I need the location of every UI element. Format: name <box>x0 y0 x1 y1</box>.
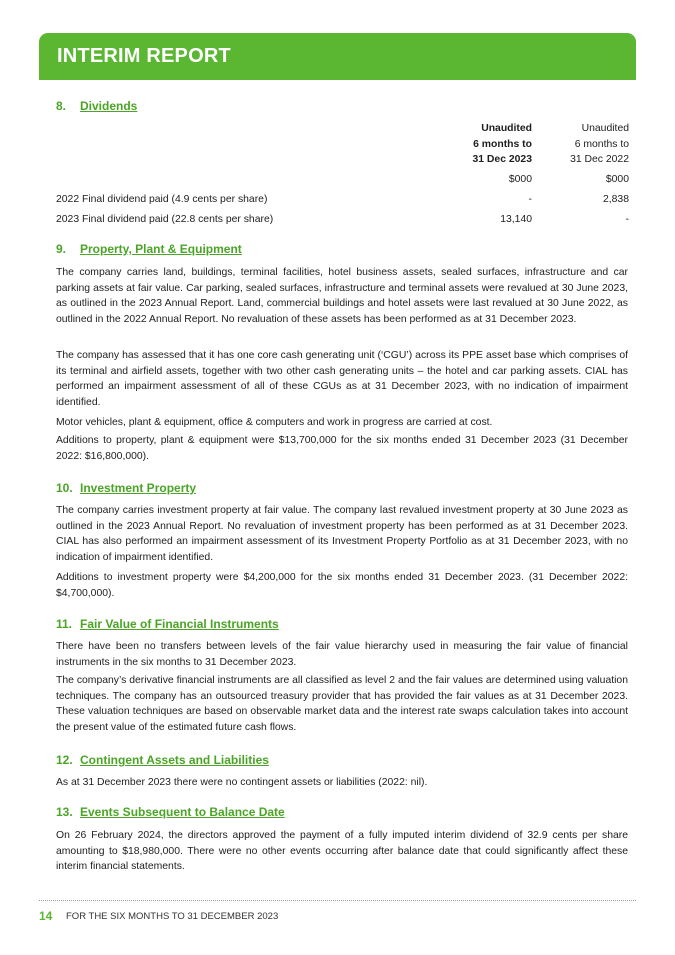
ppe-paragraph-2: The company has assessed that it has one core cash generating unit (‘CGU’) across its PPE asset base which comprises of its terminal and airfield assets, together with two other cash generating units – the hotel and car parking assets. CIAL has performed an impairment assessment of all of these CGUs as at 31 December 2023, with no indication of impairment identified. <box>56 350 628 408</box>
section-number: 8. <box>56 99 67 113</box>
section-title: Property, Plant & Equipment <box>80 242 242 256</box>
col-unit-2022: $000 <box>605 174 629 185</box>
table-cell-2022: - <box>625 214 629 225</box>
ppe-paragraph-1: The company carries land, buildings, terminal facilities, hotel business assets, sealed surfaces, infrastructure and car parking assets at fair value. Car parking, sealed surfaces, infrastructure and terminal assets were revalued at 30 June 2023, as outlined in the 2023 Annual Report. Land, commercial buildings and hotel assets were last revalued at 30 June 2022, as outlined in the 2022 Annual Report. No revaluation of these assets has been performed as at 31 December 2023. <box>56 267 628 325</box>
section-number: 10. <box>56 481 73 495</box>
page-number: 14 <box>39 909 53 923</box>
fair-value-paragraph-2: The company’s derivative financial instruments are all classified as level 2 and the fair values are determined using valuation techniques. The company has an outsourced treasury provider that has provided the fair values as at 31 December 2023. These valuation techniques are based on observable market data and the interest rate swaps calculation takes into account the present value of the estimated future cash flows. <box>56 675 628 733</box>
ppe-paragraph-3: Motor vehicles, plant & equipment, office & computers and work in progress are carried at cost. <box>56 417 493 428</box>
table-cell-2022: 2,838 <box>602 194 629 205</box>
footer-period-text: FOR THE SIX MONTHS TO 31 DECEMBER 2023 <box>66 911 279 922</box>
section-title: Contingent Assets and Liabilities <box>80 753 269 767</box>
col-header-2022-line2: 6 months to <box>574 139 629 150</box>
section-number: 12. <box>56 753 73 767</box>
section-heading-ppe <box>56 242 242 256</box>
section-heading-fair-value <box>56 617 279 631</box>
section-heading-contingent <box>56 753 269 767</box>
section-heading-investment-property <box>56 481 196 495</box>
section-number: 9. <box>56 242 67 256</box>
fair-value-paragraph-1: There have been no transfers between levels of the fair value hierarchy used in measuring the fair value of financial instruments in the six months to 31 December 2023. <box>56 641 628 668</box>
table-cell-2023: 13,140 <box>500 214 532 225</box>
section-number: 13. <box>56 805 73 819</box>
section-title: Investment Property <box>80 481 197 495</box>
col-header-2023-line1: Unaudited <box>481 123 532 134</box>
col-header-2023-line3: 31 Dec 2023 <box>472 154 532 165</box>
col-header-2023-line2: 6 months to <box>473 139 532 150</box>
col-header-2022-line1: Unaudited <box>581 123 629 134</box>
section-title: Events Subsequent to Balance Date <box>80 805 285 819</box>
section-title: Dividends <box>80 99 138 113</box>
section-heading-dividends <box>56 99 137 113</box>
table-row-label: 2022 Final dividend paid (4.9 cents per share) <box>56 194 268 205</box>
events-paragraph: On 26 February 2024, the directors approved the payment of a fully imputed interim dividend of 32.9 cents per share amounting to $18,980,000. There were no other events occurring after balance date that could significantly affect these interim financial statements. <box>56 830 628 873</box>
footer-divider <box>39 900 636 901</box>
report-banner <box>39 33 636 80</box>
table-row-label: 2023 Final dividend paid (22.8 cents per share) <box>56 214 274 225</box>
col-header-2022-line3: 31 Dec 2022 <box>570 154 629 165</box>
investment-paragraph-2: Additions to investment property were $4,200,000 for the six months ended 31 December 2023. (31 December 2022: $4,700,000). <box>56 572 628 599</box>
section-number: 11. <box>56 617 73 631</box>
section-title: Fair Value of Financial Instruments <box>80 617 279 631</box>
report-title: INTERIM REPORT <box>57 45 231 67</box>
table-cell-2023: - <box>528 194 532 205</box>
ppe-paragraph-4: Additions to property, plant & equipment were $13,700,000 for the six months ended 31 December 2023 (31 December 2022: $16,800,000). <box>56 435 628 462</box>
section-heading-events <box>56 805 285 819</box>
investment-paragraph-1: The company carries investment property at fair value. The company last revalued investment property at 30 June 2023 as outlined in the 2023 Annual Report. No revaluation of investment property has been performed as at 31 December 2023. CIAL has also performed an impairment assessment of its Investment Property Portfolio as at 31 December 2023, with no indication of impairment identified. <box>56 505 628 563</box>
col-unit-2023: $000 <box>508 174 532 185</box>
contingent-paragraph: As at 31 December 2023 there were no contingent assets or liabilities (2022: nil). <box>56 777 428 788</box>
